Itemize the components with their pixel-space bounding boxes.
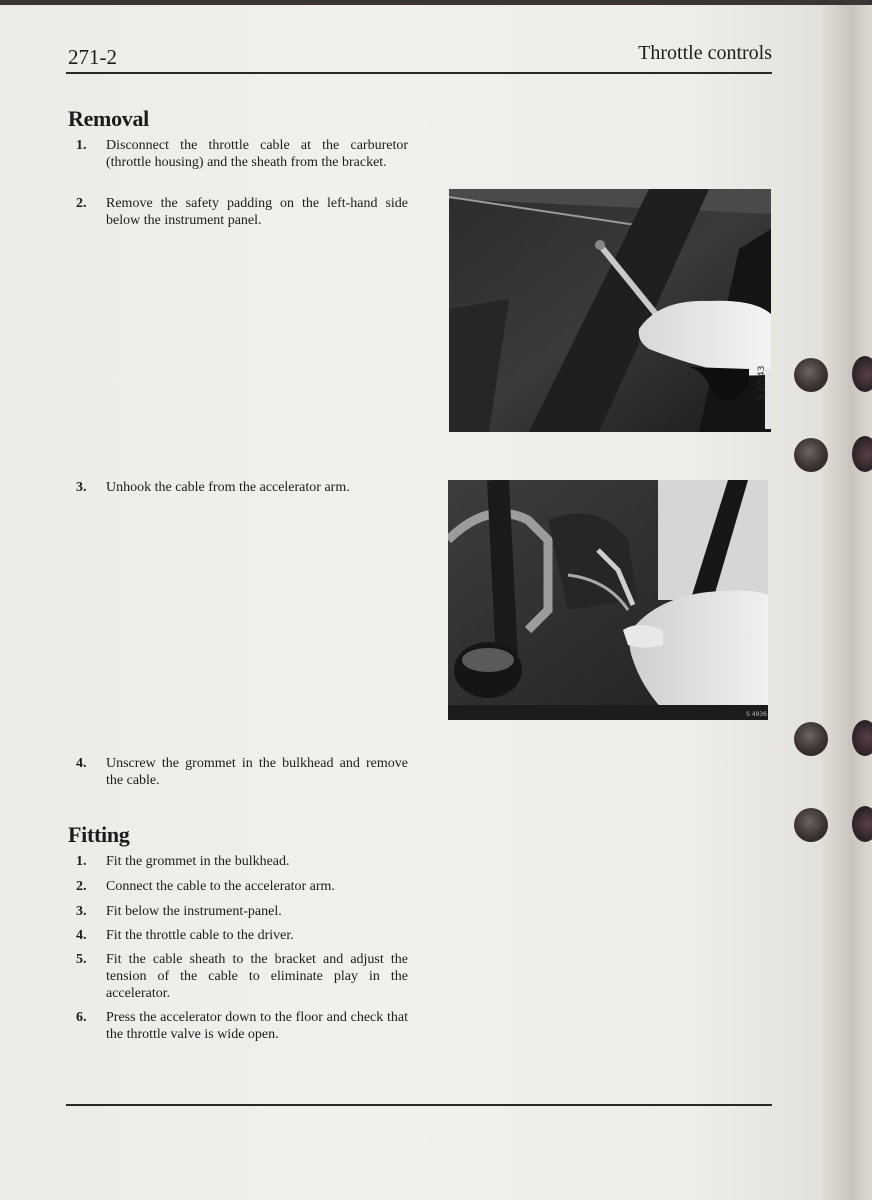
- header-rule: [66, 72, 772, 74]
- binder-hole-next-page: [852, 356, 872, 392]
- step-number: 1.: [76, 138, 87, 153]
- binder-hole-next-page: [852, 806, 872, 842]
- step-text: Connect the cable to the accelerator arm.: [106, 879, 335, 894]
- step-text: Fit the throttle cable to the driver.: [106, 928, 294, 943]
- step-number: 4.: [76, 756, 87, 771]
- step-text: Disconnect the throttle cable at the carburetor (throttle housing) and the sheath from the bracket.: [106, 138, 408, 170]
- step-number: 2.: [76, 196, 87, 211]
- step-text: Unhook the cable from the accelerator arm.: [106, 480, 350, 495]
- binder-hole: [794, 808, 828, 842]
- figure-photo-accelerator-arm: [448, 480, 768, 720]
- step-text: Fit the cable sheath to the bracket and adjust the tension of the cable to eliminate play in the accelerator.: [106, 952, 408, 1001]
- page-edge: [820, 0, 872, 1200]
- binder-hole: [794, 358, 828, 392]
- figure-code-2: S 4936: [746, 711, 767, 718]
- footer-rule: [66, 1104, 772, 1106]
- step-text: Unscrew the grommet in the bulkhead and remove the cable.: [106, 756, 408, 788]
- figure-code-1: S 2/143: [757, 365, 767, 400]
- step-text: Press the accelerator down to the floor and check that the throttle valve is wide open.: [106, 1010, 408, 1042]
- fitting-heading: Fitting: [68, 822, 130, 847]
- binder-hole-next-page: [852, 436, 872, 472]
- binder-hole: [794, 438, 828, 472]
- step-text: Fit the grommet in the bulkhead.: [106, 854, 290, 869]
- step-number: 4.: [76, 928, 87, 943]
- page-number: 271-2: [68, 45, 117, 69]
- step-text: Remove the safety padding on the left-hand side below the instrument panel.: [106, 196, 408, 228]
- step-number: 3.: [76, 904, 87, 919]
- binder-hole-next-page: [852, 720, 872, 756]
- running-header-title: Throttle controls: [638, 42, 772, 64]
- binder-hole: [794, 722, 828, 756]
- step-text: Fit below the instrument-panel.: [106, 904, 282, 919]
- step-number: 2.: [76, 879, 87, 894]
- step-number: 6.: [76, 1010, 87, 1025]
- step-number: 1.: [76, 854, 87, 869]
- top-strip: [0, 0, 872, 5]
- figure-photo-safety-padding: [449, 189, 771, 432]
- removal-heading: Removal: [68, 106, 149, 131]
- step-number: 5.: [76, 952, 87, 967]
- step-number: 3.: [76, 480, 87, 495]
